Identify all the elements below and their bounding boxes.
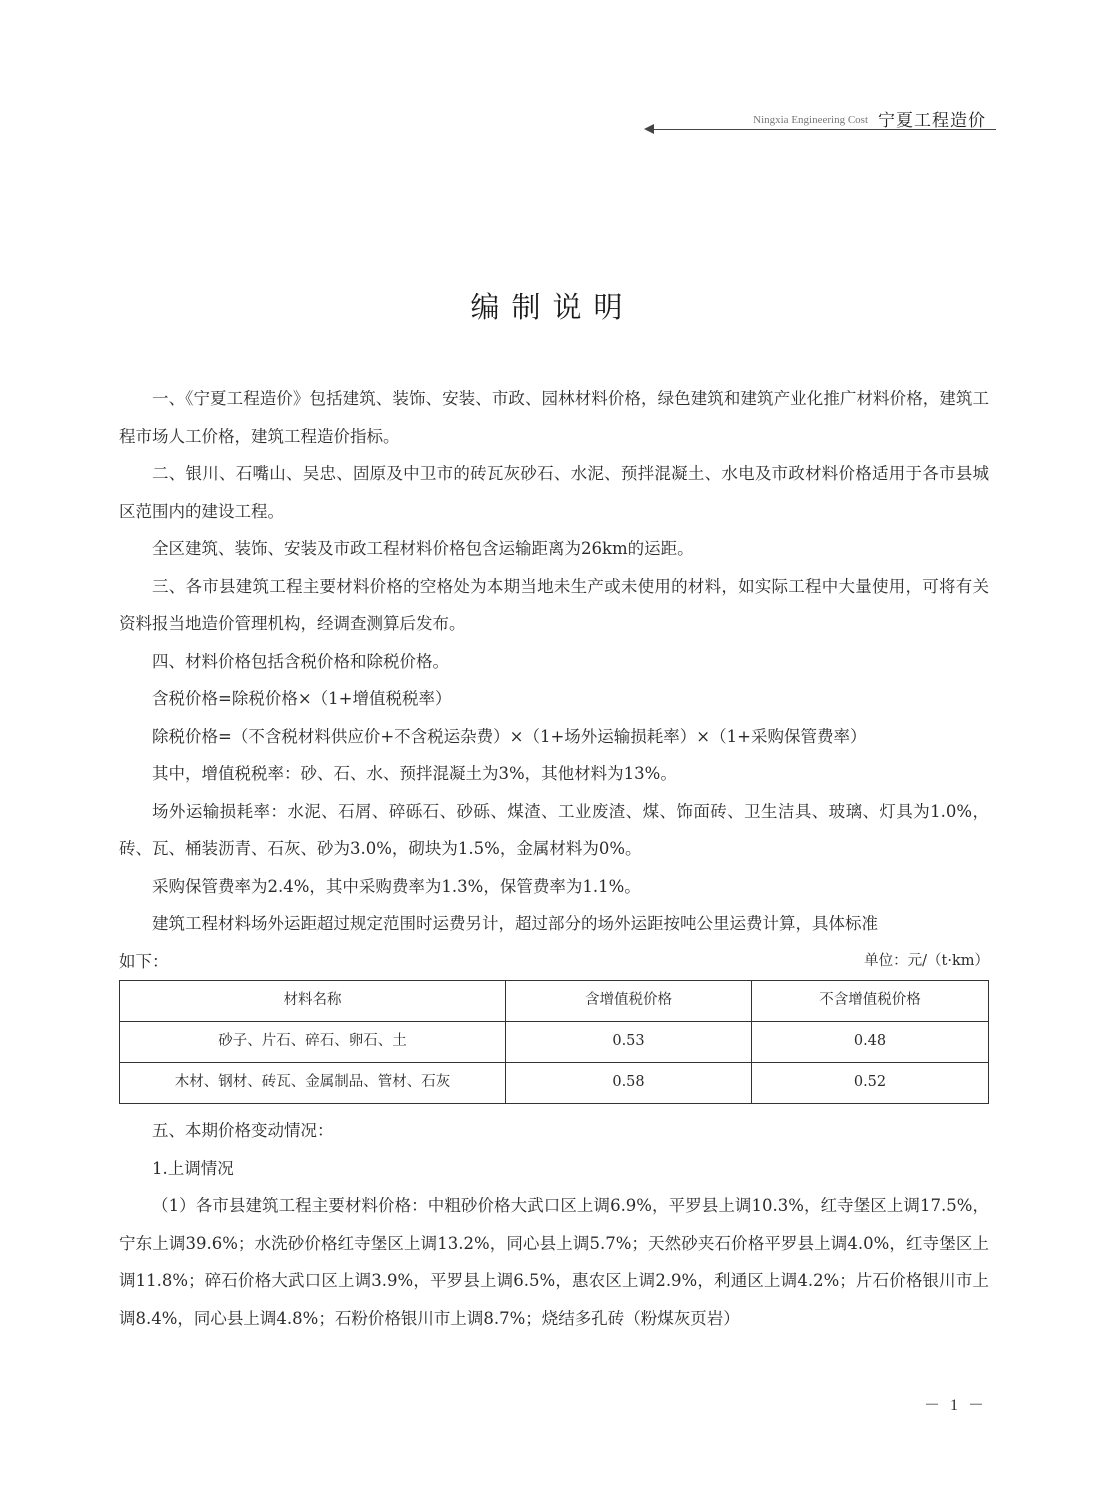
column-header-material: 材料名称 <box>120 981 506 1022</box>
paragraph-vat-rates: 其中，增值税税率：砂、石、水、预拌混凝土为3%，其他材料为13%。 <box>152 764 677 783</box>
table-row <box>120 1063 989 1104</box>
table-row <box>120 1022 989 1063</box>
table-header-row <box>120 981 989 1022</box>
table-cell: 0.53 <box>506 1022 752 1063</box>
page-title: 编制说明 <box>470 290 635 324</box>
paragraph-storage-rates: 采购保管费率为2.4%，其中采购费率为1.3%，保管费率为1.1%。 <box>152 876 641 896</box>
header-english-title: Ningxia Engineering Cost <box>753 114 868 126</box>
column-header-tax-exclusive: 不含增值税价格 <box>752 981 989 1022</box>
paragraph-2: 二、银川、石嘴山、吴忠、固原及中卫市的砖瓦灰砂石、水泥、预拌混凝土、水电及市政材料价格适用于各市县城区范围内的建设工程。 <box>119 464 989 521</box>
table-cell: 砂子、片石、碎石、卵石、土 <box>120 1022 506 1063</box>
freight-rate-table <box>119 980 989 1104</box>
table-unit-label: 单位：元/（t·km） <box>864 952 989 969</box>
paragraph-5: 四、材料价格包括含税价格和除税价格。 <box>152 651 449 671</box>
table-cell: 木材、钢材、砖瓦、金属制品、管材、石灰 <box>120 1063 506 1104</box>
paragraph-freight: 建筑工程材料场外运距超过规定范围时运费另计，超过部分的场外运距按吨公里运费计算，具体标准 <box>152 914 878 933</box>
paragraph-3: 全区建筑、装饰、安装及市政工程材料价格包含运输距离为26km的运距。 <box>152 539 694 558</box>
paragraph-freight-tail: 如下： <box>119 951 169 971</box>
section-price-changes: 五、本期价格变动情况： <box>152 1121 334 1140</box>
unit-line <box>119 943 989 981</box>
document-body <box>119 380 989 1337</box>
subsection-increases: 1.上调情况 <box>152 1158 234 1178</box>
table-cell: 0.58 <box>506 1063 752 1104</box>
header-chinese-title: 宁夏工程造价 <box>878 111 986 131</box>
paragraph-4: 三、各市县建筑工程主要材料价格的空格处为本期当地未生产或未使用的材料，如实际工程中大量使用，可将有关资料报当地造价管理机构，经调查测算后发布。 <box>119 576 989 633</box>
formula-tax-inclusive: 含税价格=除税价格×（1+增值税税率） <box>152 689 452 708</box>
paragraph-1: 一、《宁夏工程造价》包括建筑、装饰、安装、市政、园林材料价格，绿色建筑和建筑产业化推广材料价格，建筑工程市场人工价格，建筑工程造价指标。 <box>119 389 989 446</box>
paragraph-increase-details: （1）各市县建筑工程主要材料价格：中粗砂价格大武口区上调6.9%，平罗县上调10.3%，红寺堡区上调17.5%，宁东上调39.6%；水洗砂价格红寺堡区上调13.2%，同心县上调5.7%；天然砂夹石价格平罗县上调4.0%，红寺堡区上调11.8%；碎石价格大武口区上调3.9%，平罗县上调6.5%，惠农区上调2.9%，利通区上调4.2%；片石价格银川市上调8.4%，同心县上调4.8%；石粉价格银川市上调8.7%；烧结多孔砖（粉煤灰页岩） <box>119 1196 989 1328</box>
table-cell: 0.52 <box>752 1063 989 1104</box>
table-cell: 0.48 <box>752 1022 989 1063</box>
page-number: － 1 － <box>923 1397 987 1414</box>
column-header-tax-inclusive: 含增值税价格 <box>506 981 752 1022</box>
running-header <box>640 104 996 134</box>
formula-tax-exclusive: 除税价格=（不含税材料供应价+不含税运杂费）×（1+场外运输损耗率）×（1+采购保管费率） <box>152 726 867 746</box>
paragraph-loss-rates: 场外运输损耗率：水泥、石屑、碎砾石、砂砾、煤渣、工业废渣、煤、饰面砖、卫生洁具、玻璃、灯具为1.0%，砖、瓦、桶装沥青、石灰、砂为3.0%，砌块为1.5%，金属材料为0%。 <box>119 801 989 858</box>
